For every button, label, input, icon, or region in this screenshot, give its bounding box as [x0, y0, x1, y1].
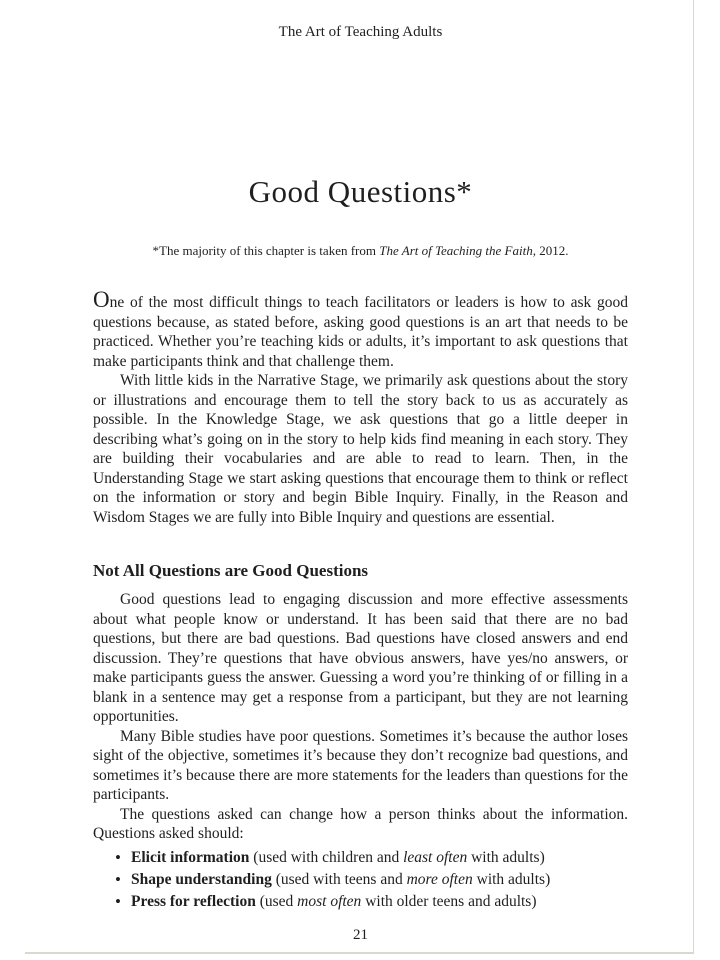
body-text	[93, 288, 628, 913]
paragraph-stages: With little kids in the Narrative Stage, we primarily ask questions about the story or illustrations and encourage them to tell the story back to us as accurately as possible. In the Knowledge Stage, we ask questions that go a little deeper in describing what’s going on in the story to help kids find meaning in each story. They are building their vocabularies and are able to read to learn. Then, in the Understanding Stage we start asking questions that encourage them to think or reflect on the information or story and begin Bible Inquiry. Finally, in the Reason and Wisdom Stages we are fully into Bible Inquiry and questions are essential.	[93, 372, 628, 526]
page-edge-right	[693, 0, 694, 954]
footnote-book-title: The Art of Teaching the Faith	[379, 243, 533, 258]
bullet-text: with adults)	[467, 848, 545, 866]
bullet-text: (used with children and	[249, 848, 404, 866]
initial-capital: O	[93, 287, 110, 312]
bullet-term: Elicit information	[131, 848, 250, 866]
list-item	[93, 891, 628, 913]
page-edge-bottom	[25, 952, 694, 954]
bullet-text: (used with teens and	[271, 870, 407, 888]
paragraph-bible-studies: Many Bible studies have poor questions. Sometimes it’s because the author loses sight of the objective, sometimes it’s because they don’t recognize bad questions, and sometimes it’s because there are more statements for the leaders than questions for the participants.	[93, 727, 628, 803]
bullet-text: (used	[255, 892, 298, 910]
bullet-italic-phrase: least often	[403, 848, 468, 866]
bullet-term: Shape understanding	[131, 870, 272, 888]
bullet-term: Press for reflection	[131, 892, 256, 910]
section-heading: Not All Questions are Good Questions	[93, 561, 369, 580]
footnote	[93, 243, 628, 258]
bullet-list	[93, 847, 628, 913]
paragraph-good-questions: Good questions lead to engaging discussion and more effective assessments about what people know or understand. It has been said that there are no bad questions, but there are bad questions. Bad questions have closed answers and end discussion. They’re questions that have obvious answers, have yes/no answers, or make participants guess the answer. Guessing a word you’re thinking of or filling in a blank in a sentence may get a response from a participant, but they are not learning opportunities.	[93, 591, 628, 725]
list-item	[93, 847, 628, 869]
paragraph-intro-text: ne of the most difficult things to teach facilitators or leaders is how to ask good questions because, as stated before, asking good questions is an art that needs to be practiced. Whether you’re teaching kids or adults, it’s important to ask questions that make participants think and that challenge them.	[93, 294, 628, 370]
paragraph-questions-should: The questions asked can change how a person thinks about the information. Questions asked should:	[93, 805, 628, 842]
bullet-italic-phrase: more often	[406, 870, 473, 888]
bullet-italic-phrase: most often	[297, 892, 362, 910]
list-item	[93, 869, 628, 891]
running-header: The Art of Teaching Adults	[278, 24, 443, 40]
bullet-text: with adults)	[472, 870, 551, 888]
bullet-text: with older teens and adults)	[361, 892, 537, 910]
footnote-prefix: *The majority of this chapter is taken from	[152, 243, 380, 258]
paragraph-intro	[93, 288, 628, 371]
page-number: 21	[353, 926, 368, 943]
footnote-suffix: , 2012.	[532, 243, 569, 258]
page-title: Good Questions*	[248, 174, 473, 209]
